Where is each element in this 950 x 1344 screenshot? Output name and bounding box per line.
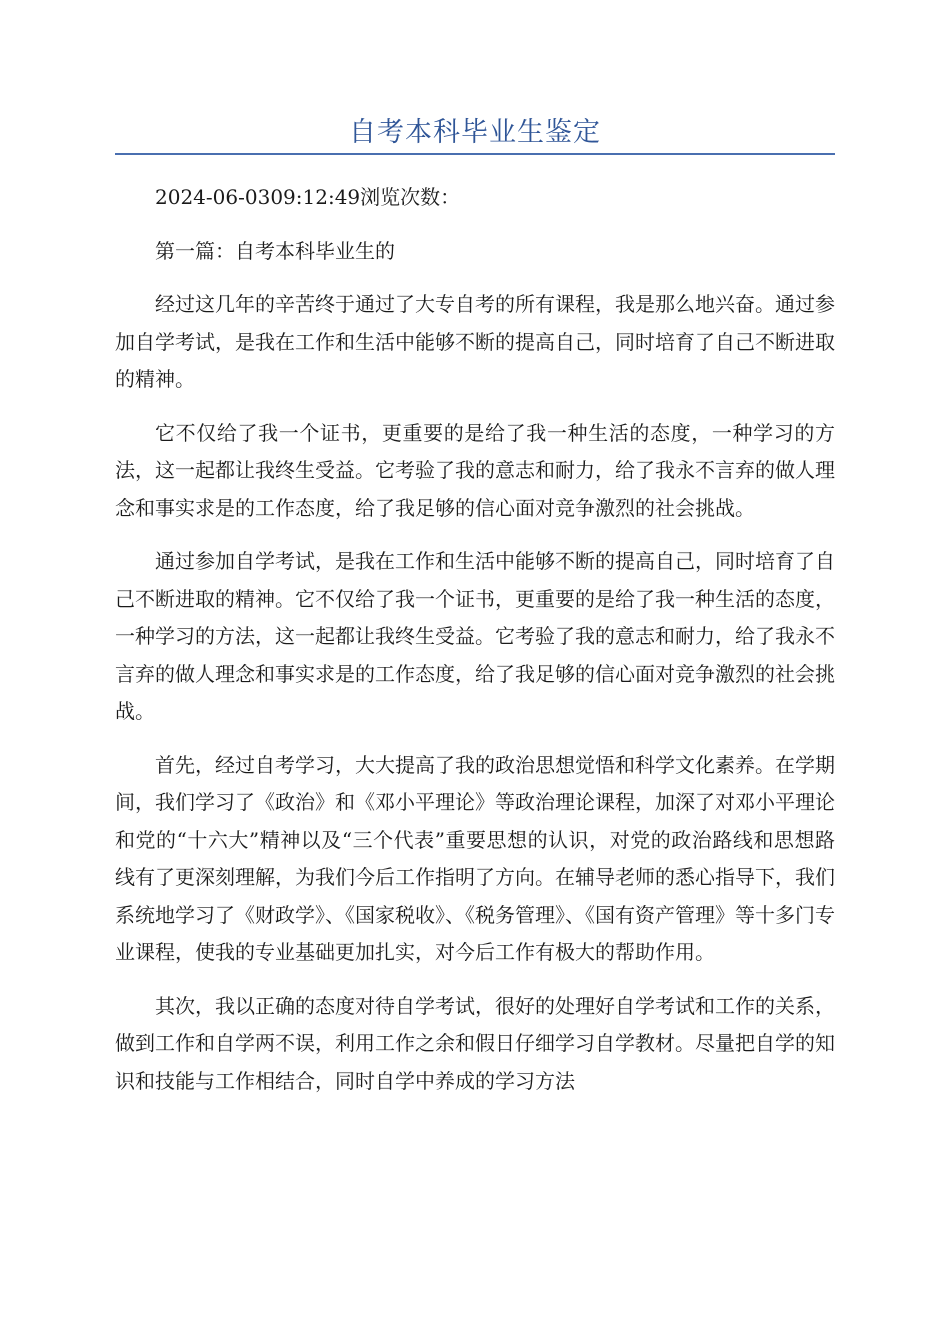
paragraph: 通过参加自学考试，是我在工作和生活中能够不断的提高自己，同时培育了自己不断进取的精神。它不仅给了我一个证书，更重要的是给了我一种生活的态度，一种学习的方法，这一起都让我终生受益。它考验了我的意志和耐力，给了我永不言弃的做人理念和事实求是的工作态度，给了我足够的信心面对竞争激烈的社会挑战。 bbox=[115, 549, 835, 723]
document-title: 自考本科毕业生鉴定 bbox=[349, 117, 601, 148]
paragraph: 其次，我以正确的态度对待自学考试，很好的处理好自学考试和工作的关系，做到工作和自学两不误，利用工作之余和假日仔细学习自学教材。尽量把自学的知识和技能与工作相结合，同时自学中养成的学习方法 bbox=[115, 993, 835, 1093]
document-body bbox=[115, 179, 835, 1100]
paragraph: 第一篇：自考本科毕业生的 bbox=[155, 238, 395, 263]
paragraph: 首先，经过自考学习，大大提高了我的政治思想觉悟和科学文化素养。在学期间，我们学习了《政治》和《邓小平理论》等政治理论课程，加深了对邓小平理论和党的“十六大”精神以及“三个代表”重要思想的认识，对党的政治路线和思想路线有了更深刻理解，为我们今后工作指明了方向。在辅导老师的悉心指导下，我们系统地学习了《财政学》、《国家税收》、《税务管理》、《国有资产管理》等十多门专业课程，使我的专业基础更加扎实，对今后工作有极大的帮助作用。 bbox=[115, 752, 835, 964]
meta-line: 2024-06-0309:12:49浏览次数： bbox=[155, 185, 461, 209]
document-page bbox=[115, 0, 835, 1116]
paragraph: 它不仅给了我一个证书，更重要的是给了我一种生活的态度，一种学习的方法，这一起都让我终生受益。它考验了我的意志和耐力，给了我永不言弃的做人理念和事实求是的工作态度，给了我足够的信心面对竞争激烈的社会挑战。 bbox=[115, 420, 835, 520]
title-underline bbox=[115, 153, 835, 155]
paragraph: 经过这几年的辛苦终于通过了大专自考的所有课程，我是那么地兴奋。通过参加自学考试，是我在工作和生活中能够不断的提高自己，同时培育了自己不断进取的精神。 bbox=[115, 292, 835, 391]
